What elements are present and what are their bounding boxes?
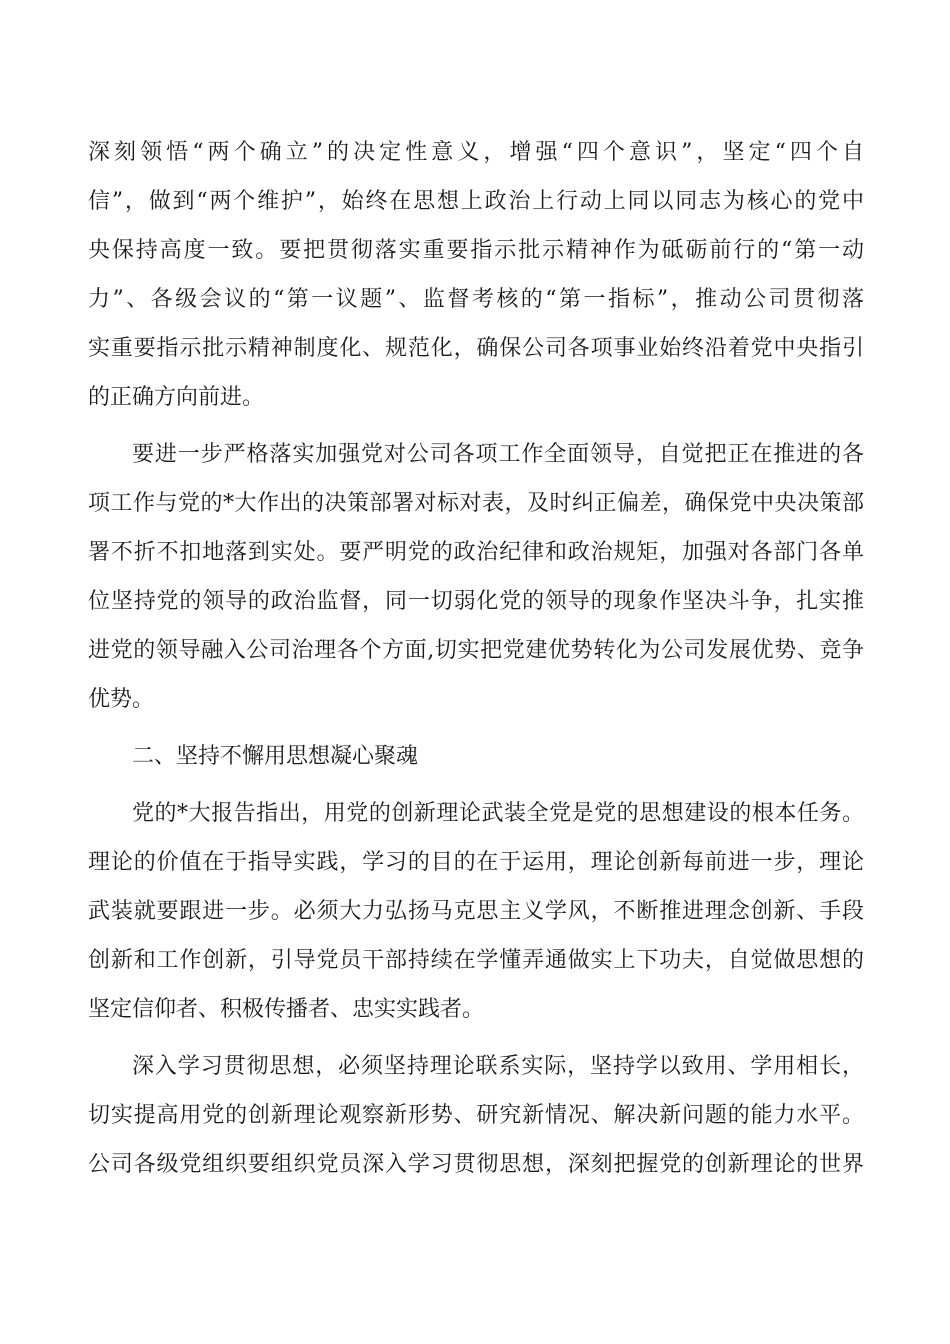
text-line: 切实提高用党的创新理论观察新形势、研究新情况、解决新问题的能力水平。 — [88, 1103, 864, 1128]
text-line: 武装就要跟进一步。必须大力弘扬马克思主义学风，不断推进理念创新、手段 — [88, 899, 864, 924]
text-line: 创新和工作创新，引导党员干部持续在学懂弄通做实上下功夫，自觉做思想的 — [88, 948, 864, 973]
paragraph-first-line: 要进一步严格落实加强党对公司各项工作全面领导，自觉把正在推进的各 — [132, 442, 864, 467]
text-line: 理论的价值在于指导实践，学习的目的在于运用，理论创新每前进一步，理论 — [88, 850, 864, 875]
text-line: 进党的领导融入公司治理各个方面,切实把党建优势转化为公司发展优势、竞争 — [88, 638, 864, 663]
paragraph-first-line: 党的*大报告指出，用党的创新理论武装全党是党的思想建设的根本任务。 — [132, 801, 864, 826]
text-line: 的正确方向前进。 — [88, 385, 265, 410]
text-line: 央保持高度一致。要把贯彻落实重要指示批示精神作为砥砺前行的“第一动 — [88, 238, 864, 263]
text-line: 信”，做到“两个维护”，始终在思想上政治上行动上同以同志为核心的党中 — [88, 189, 864, 214]
text-line: 坚定信仰者、积极传播者、忠实实践者。 — [88, 997, 485, 1022]
text-line: 优势。 — [88, 687, 155, 712]
text-line: 公司各级党组织要组织党员深入学习贯彻思想，深刻把握党的创新理论的世界 — [88, 1152, 864, 1177]
text-line: 力”、各级会议的“第一议题”、监督考核的“第一指标”，推动公司贯彻落 — [88, 287, 864, 312]
section-heading: 二、坚持不懈用思想凝心聚魂 — [132, 744, 419, 769]
text-line: 位坚持党的领导的政治监督，同一切弱化党的领导的现象作坚决斗争，扎实推 — [88, 589, 864, 614]
text-line: 项工作与党的*大作出的决策部署对标对表，及时纠正偏差，确保党中央决策部 — [88, 491, 864, 516]
paragraph-first-line: 深入学习贯彻思想，必须坚持理论联系实际，坚持学以致用、学用相长， — [132, 1054, 864, 1079]
text-line: 实重要指示批示精神制度化、规范化，确保公司各项事业始终沿着党中央指引 — [88, 336, 864, 361]
text-line: 深刻领悟“两个确立”的决定性意义，增强“四个意识”，坚定“四个自 — [88, 140, 864, 165]
text-line: 署不折不扣地落到实处。要严明党的政治纪律和政治规矩，加强对各部门各单 — [88, 540, 864, 565]
